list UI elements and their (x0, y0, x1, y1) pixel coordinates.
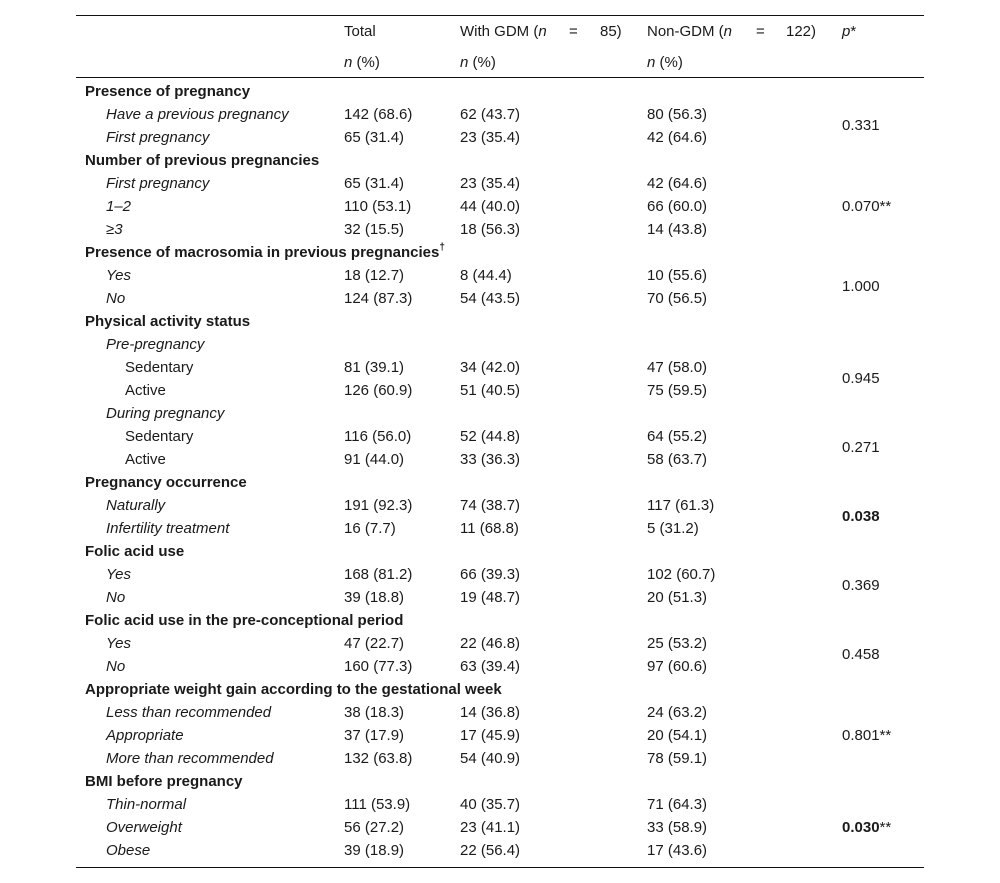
cell-gdm: 11 (68.8) (460, 520, 519, 537)
cell-non-gdm: 14 (43.8) (647, 221, 708, 238)
cell-non-gdm: 80 (56.3) (647, 106, 708, 123)
row-label: Active (125, 451, 166, 468)
cell-gdm: 63 (39.4) (460, 658, 521, 675)
cell-gdm: 23 (41.1) (460, 819, 521, 836)
header-non-eq: = (756, 23, 765, 40)
cell-non-gdm: 102 (60.7) (647, 566, 716, 583)
top-rule (76, 15, 924, 16)
header-total: Total (344, 23, 376, 40)
cell-total: 39 (18.8) (344, 589, 405, 606)
p-value: 0.369 (842, 577, 880, 594)
cell-non-gdm: 24 (63.2) (647, 704, 708, 721)
row-label: Sedentary (125, 428, 194, 445)
section-title: BMI before pregnancy (85, 773, 243, 790)
cell-total: 56 (27.2) (344, 819, 405, 836)
cell-total: 160 (77.3) (344, 658, 413, 675)
row-label: Overweight (106, 819, 182, 836)
header-gdm-n: n (538, 23, 547, 40)
row-label: First pregnancy (106, 175, 210, 192)
header-with-gdm (460, 23, 547, 41)
cell-total: 124 (87.3) (344, 290, 413, 307)
header-non-n: n (723, 23, 733, 40)
cell-gdm: 19 (48.7) (460, 589, 521, 606)
row-label: Thin-normal (106, 796, 187, 813)
cell-total: 16 (7.7) (344, 520, 396, 537)
subheader-gdm (460, 54, 496, 72)
row-label: No (106, 589, 126, 606)
bottom-rule (76, 867, 924, 868)
cell-total: 111 (53.9) (344, 796, 411, 813)
sub-n: n (460, 54, 469, 71)
cell-non-gdm: 20 (51.3) (647, 589, 708, 606)
cell-non-gdm: 117 (61.3) (647, 497, 715, 514)
row-label: Yes (106, 566, 132, 583)
section-title (85, 244, 445, 262)
cell-non-gdm: 70 (56.5) (647, 290, 708, 307)
sub-pct: (%) (468, 54, 496, 71)
p-value-number-significant: 0.030 (842, 819, 880, 836)
dagger-footnote: † (439, 242, 445, 253)
cell-gdm: 22 (46.8) (460, 635, 521, 652)
header-p-letter: p (842, 23, 851, 40)
cell-total: 65 (31.4) (344, 175, 405, 192)
cell-total: 38 (18.3) (344, 704, 405, 721)
row-label: No (106, 658, 126, 675)
row-label: No (106, 290, 126, 307)
cell-total: 37 (17.9) (344, 727, 405, 744)
row-sublabel: Pre-pregnancy (106, 336, 205, 353)
cell-non-gdm: 58 (63.7) (647, 451, 708, 468)
section-title: Pregnancy occurrence (85, 474, 247, 491)
cell-non-gdm: 75 (59.5) (647, 382, 708, 399)
section-title: Folic acid use in the pre-conceptional period (85, 612, 404, 629)
row-label: Obese (106, 842, 151, 859)
header-gdm-val: 85) (600, 23, 622, 40)
cell-gdm: 62 (43.7) (460, 106, 521, 123)
p-value-number: 0.801 (842, 727, 880, 744)
cell-non-gdm: 47 (58.0) (647, 359, 708, 376)
row-label: Less than recommended (106, 704, 272, 721)
section-title: Appropriate weight gain according to the gestational week (85, 681, 502, 698)
header-gdm-eq: = (569, 23, 578, 40)
p-value (842, 727, 891, 745)
cell-gdm: 17 (45.9) (460, 727, 521, 744)
row-label: First pregnancy (106, 129, 210, 146)
p-value-mark: ** (879, 198, 892, 215)
sub-pct: (%) (655, 54, 683, 71)
cell-gdm: 18 (56.3) (460, 221, 521, 238)
cell-total: 18 (12.7) (344, 267, 405, 284)
p-value: 0.331 (842, 117, 880, 134)
row-label: More than recommended (106, 750, 274, 767)
cell-total: 110 (53.1) (344, 198, 412, 215)
cell-non-gdm: 33 (58.9) (647, 819, 708, 836)
p-value (842, 198, 891, 216)
header-gdm-prefix: With GDM ( (460, 23, 539, 40)
header-rule (76, 77, 924, 78)
cell-non-gdm: 5 (31.2) (647, 520, 699, 537)
cell-non-gdm: 17 (43.6) (647, 842, 708, 859)
p-value-number: 0.070 (842, 198, 880, 215)
section-title: Number of previous pregnancies (85, 152, 320, 169)
header-non-val: 122) (786, 23, 817, 40)
p-value: 0.458 (842, 646, 880, 663)
cell-non-gdm: 97 (60.6) (647, 658, 708, 675)
cell-non-gdm: 42 (64.6) (647, 129, 708, 146)
cell-non-gdm: 64 (55.2) (647, 428, 708, 445)
cell-gdm: 74 (38.7) (460, 497, 521, 514)
p-value: 0.271 (842, 439, 880, 456)
cell-gdm: 14 (36.8) (460, 704, 521, 721)
cell-gdm: 54 (43.5) (460, 290, 521, 307)
header-non-gdm (647, 23, 732, 41)
p-value-mark: ** (879, 727, 892, 744)
cell-total: 168 (81.2) (344, 566, 413, 583)
cell-total: 191 (92.3) (344, 497, 413, 514)
row-label: Yes (106, 635, 132, 652)
section-title-text: Presence of macrosomia in previous pregnancies (85, 244, 440, 261)
header-p (842, 23, 856, 41)
p-value-significant: 0.038 (842, 508, 880, 525)
cell-non-gdm: 25 (53.2) (647, 635, 708, 652)
sub-n: n (647, 54, 656, 71)
header-p-symbol: * (850, 23, 857, 40)
cell-total: 142 (68.6) (344, 106, 413, 123)
data-table (76, 0, 924, 883)
cell-gdm: 33 (36.3) (460, 451, 521, 468)
cell-total: 132 (63.8) (344, 750, 413, 767)
sub-n: n (344, 54, 353, 71)
section-title: Folic acid use (85, 543, 185, 560)
cell-non-gdm: 20 (54.1) (647, 727, 708, 744)
cell-total: 91 (44.0) (344, 451, 405, 468)
p-value-mark: ** (879, 819, 892, 836)
p-value: 1.000 (842, 278, 880, 295)
cell-gdm: 40 (35.7) (460, 796, 521, 813)
subheader-non (647, 54, 683, 72)
section-title: Physical activity status (85, 313, 251, 330)
row-label: Naturally (106, 497, 166, 514)
cell-total: 65 (31.4) (344, 129, 405, 146)
cell-non-gdm: 10 (55.6) (647, 267, 708, 284)
row-sublabel: During pregnancy (106, 405, 225, 422)
cell-non-gdm: 42 (64.6) (647, 175, 708, 192)
cell-total: 39 (18.9) (344, 842, 405, 859)
cell-gdm: 23 (35.4) (460, 175, 521, 192)
row-label: 1–2 (106, 198, 132, 215)
cell-gdm: 51 (40.5) (460, 382, 521, 399)
row-label: Have a previous pregnancy (106, 106, 289, 123)
cell-gdm: 54 (40.9) (460, 750, 521, 767)
sub-pct: (%) (352, 54, 380, 71)
row-label: Yes (106, 267, 132, 284)
cell-gdm: 66 (39.3) (460, 566, 521, 583)
cell-non-gdm: 78 (59.1) (647, 750, 708, 767)
cell-gdm: 23 (35.4) (460, 129, 521, 146)
subheader-total (344, 54, 380, 72)
section-title: Presence of pregnancy (85, 83, 251, 100)
cell-total: 32 (15.5) (344, 221, 405, 238)
row-label: Appropriate (106, 727, 184, 744)
cell-total: 116 (56.0) (344, 428, 412, 445)
row-label: Active (125, 382, 166, 399)
cell-total: 81 (39.1) (344, 359, 405, 376)
cell-non-gdm: 71 (64.3) (647, 796, 708, 813)
cell-gdm: 22 (56.4) (460, 842, 521, 859)
cell-gdm: 52 (44.8) (460, 428, 521, 445)
cell-total: 47 (22.7) (344, 635, 405, 652)
cell-non-gdm: 66 (60.0) (647, 198, 708, 215)
row-label: Infertility treatment (106, 520, 230, 537)
header-non-prefix: Non-GDM ( (647, 23, 724, 40)
cell-gdm: 8 (44.4) (460, 267, 512, 284)
p-value (842, 819, 891, 837)
cell-gdm: 44 (40.0) (460, 198, 521, 215)
p-value: 0.945 (842, 370, 880, 387)
cell-total: 126 (60.9) (344, 382, 413, 399)
cell-gdm: 34 (42.0) (460, 359, 521, 376)
row-label: ≥3 (106, 221, 123, 238)
row-label: Sedentary (125, 359, 194, 376)
